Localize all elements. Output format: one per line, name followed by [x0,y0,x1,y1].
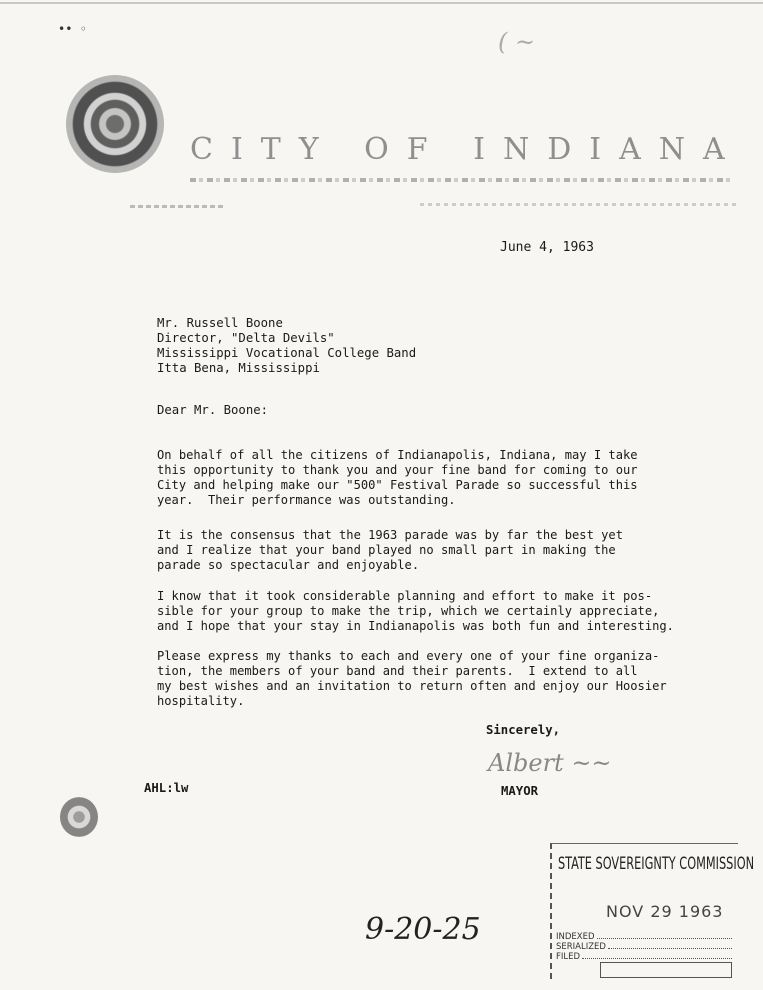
stamp-title: STATE SOVEREIGNTY COMMISSION [558,854,755,874]
embossed-seal-icon [60,797,98,837]
handwritten-note: 9-20-25 [365,912,481,947]
paragraph-1: On behalf of all the citizens of Indianapolis, Indiana, may I take this opportunity to thank you and your fine band for coming to our City and helping make our "500" Festival Parade so successful this year. Their performance was outstanding. [157,448,638,507]
stamp-date: NOV 29 1963 [606,902,724,921]
letterhead-title: CITY OF INDIANA [190,132,743,167]
signature: Albert ~~ [488,749,612,777]
letterhead-scribble: ( ~ [498,28,536,56]
stamp-rows [556,932,732,962]
corner-mark: •• ◦ [58,22,87,36]
top-rule [0,2,763,4]
recipient-organization: Mississippi Vocational College Band [157,346,417,360]
city-seal-icon [66,75,164,173]
paragraph-2: It is the consensus that the 1963 parade was by far the best yet and I realize that your band played no small part in making the parade so spectacular and enjoyable. [157,528,623,572]
typist-initials: AHL:lw [144,781,189,795]
commission-stamp [550,843,755,979]
stamp-row-serialized: SERIALIZED [556,942,732,952]
salutation: Dear Mr. Boone: [157,403,269,417]
recipient-name: Mr. Russell Boone [157,316,283,330]
recipient-location: Itta Bena, Mississippi [157,361,320,375]
paragraph-4: Please express my thanks to each and every one of your fine organiza- tion, the members of your band and their parents. I extend to all my best wishes and an invitation to return often and enjoy our Hoosier hospitality. [157,649,667,708]
letterhead-subline-left [130,205,225,208]
closing: Sincerely, [486,723,561,737]
letter-date: June 4, 1963 [500,240,594,255]
signer-title: MAYOR [501,784,539,798]
stamp-box [600,962,732,978]
stamp-row-filed: FILED [556,952,732,962]
recipient-address [157,316,416,376]
stamp-row-indexed: INDEXED [556,932,732,942]
recipient-title: Director, "Delta Devils" [157,331,335,345]
letterhead-subline [420,203,740,206]
paragraph-3: I know that it took considerable planning and effort to make it pos- sible for your group to make the trip, which we certainly appreciate, and I hope that your stay in Indianapolis was both fun and interesting. [157,589,674,633]
letterhead-rule [190,178,730,182]
